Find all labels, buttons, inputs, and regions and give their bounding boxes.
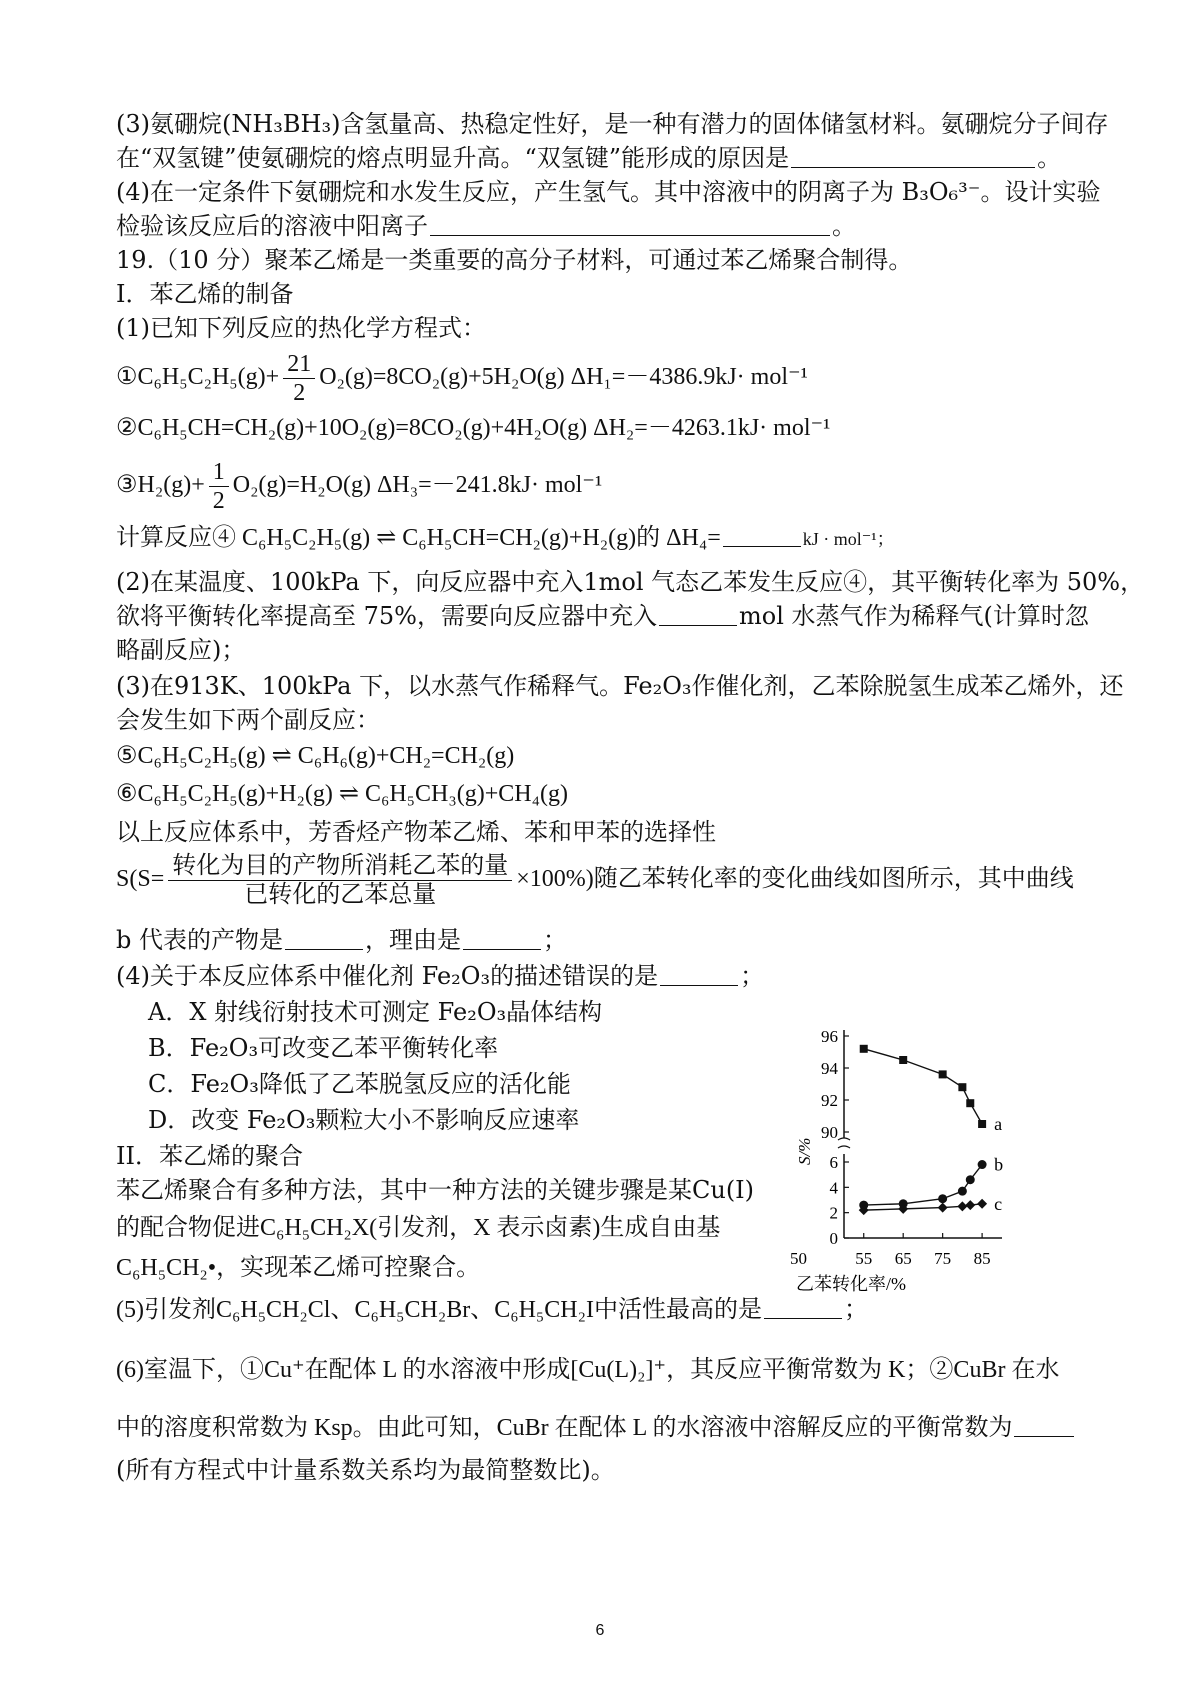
data-point-a xyxy=(978,1120,986,1128)
sel-left: S(S= xyxy=(116,866,165,893)
eq3-right: O₂(g)=H₂O(g) ΔH₃=－241.8kJ· mol⁻¹ xyxy=(232,472,603,499)
option-d: D．改变 Fe₂O₃颗粒大小不影响反应速率 xyxy=(148,1106,580,1134)
x-axis-title: 乙苯转化率/% xyxy=(796,1274,906,1294)
q19-2-line2 xyxy=(116,600,1089,632)
y-tick-label: 6 xyxy=(829,1153,838,1172)
q19-3-line1: (3)在913K、100kPa 下，以水蒸气作稀释气。Fe₂O₃作催化剂，乙苯除脱氢生成苯乙烯外，还 xyxy=(116,672,1124,700)
q19-6-line1: (6)室温下，①Cu⁺在配体 L 的水溶液中形成[Cu(L)₂]⁺，其反应平衡常数为 K；②CuBr 在水 xyxy=(116,1357,1060,1383)
q18-4-text: 检验该反应后的溶液中阳离子 xyxy=(116,212,428,240)
series-line-b xyxy=(864,1165,982,1206)
series-label-b: b xyxy=(994,1154,1004,1175)
option-b: B．Fe₂O₃可改变乙苯平衡转化率 xyxy=(148,1034,499,1062)
chart-series xyxy=(859,1045,987,1215)
data-point-c xyxy=(938,1203,948,1213)
q19-1-prompt: (1)已知下列反应的热化学方程式： xyxy=(116,314,486,342)
data-point-a xyxy=(860,1045,868,1053)
q19-5-text: (5)引发剂C₆H₅CH₂Cl、C₆H₅CH₂Br、C₆H₅CH₂I中活性最高的是 xyxy=(116,1297,762,1323)
y-tick-label: 92 xyxy=(821,1091,838,1110)
q19-5-end: ； xyxy=(844,1297,868,1323)
equation-3 xyxy=(116,458,602,515)
selectivity-formula xyxy=(116,852,1074,909)
curve-b-text: b 代表的产物是 xyxy=(116,926,283,954)
equation-2: ②C₆H₅CH=CH₂(g)+10O₂(g)=8CO₂(g)+4H₂O(g) ΔH₂=－4263.1kJ· mol⁻¹ xyxy=(116,415,831,441)
q19-3-answer-line xyxy=(116,924,567,956)
q18-3-end: 。 xyxy=(1037,144,1062,172)
chart-labels xyxy=(790,1028,1003,1294)
eq3-denominator: 2 xyxy=(212,488,225,514)
selectivity-intro: 以上反应体系中，芳香烃产物苯乙烯、苯和甲苯的选择性 xyxy=(116,818,716,846)
q18-4-end: 。 xyxy=(832,212,856,240)
q18-3-text: 在“双氢键”使氨硼烷的熔点明显升高。“双氢键”能形成的原因是 xyxy=(116,144,790,172)
y-tick-label: 4 xyxy=(829,1178,838,1198)
polymer-line2: 的配合物促进C₆H₅CH₂X(引发剂，X 表示卤素)生成自由基 xyxy=(116,1215,721,1241)
sel-numerator: 转化为目的产物所消耗乙苯的量 xyxy=(168,852,512,881)
data-point-a xyxy=(958,1083,966,1091)
equation-6: ⑥C₆H₅C₂H₅(g)+H₂(g) ⇌ C₆H₅CH₃(g)+CH₄(g) xyxy=(116,781,568,807)
q19-6-answer-blank[interactable] xyxy=(1014,1412,1074,1437)
q19-6-line3: (所有方程式中计量系数关系均为最简整数比)。 xyxy=(116,1456,615,1484)
polymer-line1: 苯乙烯聚合有多种方法，其中一种方法的关键步骤是某Cu(I) xyxy=(116,1176,755,1204)
x-tick-label: 55 xyxy=(855,1249,873,1268)
part1-heading: I．苯乙烯的制备 xyxy=(116,280,294,308)
data-point-c xyxy=(957,1201,967,1211)
eq3-fraction xyxy=(209,458,229,515)
reason-text: ，理由是 xyxy=(365,926,461,954)
x-tick-label: 65 xyxy=(894,1249,912,1268)
data-point-a xyxy=(966,1099,974,1107)
data-point-c xyxy=(977,1199,987,1209)
series-label-a: a xyxy=(994,1114,1003,1134)
q18-3-line2 xyxy=(116,142,1061,174)
x-tick-label: 50 xyxy=(790,1249,807,1268)
q19-5-prompt xyxy=(116,1294,868,1326)
calc-text: 计算反应④ C₆H₅C₂H₅(g) ⇌ C₆H₅CH=CH₂(g)+H₂(g)的 ΔH₄= xyxy=(116,525,721,551)
q19-2-line1: (2)在某温度、100kPa 下，向反应器中充入1mol 气态乙苯发生反应④，其平衡转化率为 50%， xyxy=(116,568,1145,596)
data-point-c xyxy=(965,1200,975,1210)
q18-3-line1: (3)氨硼烷(NH₃BH₃)含氢量高、热稳定性好，是一种有潜力的固体储氢材料。氨硼烷分子间存 xyxy=(116,110,1109,138)
y-tick-label: 2 xyxy=(829,1203,838,1223)
q19-4-prompt xyxy=(116,960,764,992)
delta-h4-blank[interactable] xyxy=(723,522,801,547)
page-number: 6 xyxy=(595,1622,605,1639)
q19-2-text-a: 欲将平衡转化率提高至 75%，需要向反应器中充入 xyxy=(116,602,657,630)
y-tick-label: 0 xyxy=(829,1229,838,1248)
q19-4-end: ； xyxy=(740,962,765,990)
axis-break-mark xyxy=(838,1138,850,1148)
q19-title: 19.（10 分）聚苯乙烯是一类重要的高分子材料，可通过苯乙烯聚合制得。 xyxy=(116,246,913,274)
y-axis-title: S/% xyxy=(795,1137,814,1165)
selectivity-chart xyxy=(790,1028,1100,1328)
polymer-line3: C₆H₅CH₂•，实现苯乙烯可控聚合。 xyxy=(116,1255,481,1281)
eq1-denominator: 2 xyxy=(293,380,306,406)
y-tick-label: 90 xyxy=(821,1123,838,1142)
q19-3-line2: 会发生如下两个副反应： xyxy=(116,706,380,734)
eq1-right: O₂(g)=8CO₂(g)+5H₂O(g) ΔH₁=－4386.9kJ· mol⁻¹ xyxy=(319,364,808,391)
x-tick-label: 85 xyxy=(973,1249,991,1268)
q19-6-text: 中的溶度积常数为 Ksp。由此可知，CuBr 在配体 L 的水溶液中溶解反应的平衡常数为 xyxy=(116,1415,1013,1441)
sel-denominator: 已转化的乙苯总量 xyxy=(244,882,437,908)
data-point-a xyxy=(899,1056,907,1064)
equation-1 xyxy=(116,350,808,407)
q19-6-line2 xyxy=(116,1412,1076,1444)
q18-4-line1: (4)在一定条件下氨硼烷和水发生反应，产生氢气。其中溶液中的阴离子为 B₃O₆³⁻。设计实验 xyxy=(116,178,1101,206)
y-tick-label: 94 xyxy=(821,1059,838,1078)
sel-right: ×100%)随乙苯转化率的变化曲线如图所示，其中曲线 xyxy=(516,866,1074,893)
water-vapor-blank[interactable] xyxy=(659,601,737,626)
eq1-fraction xyxy=(283,350,315,407)
q18-4-line2 xyxy=(116,210,856,242)
data-point-b xyxy=(978,1160,987,1169)
eq1-numerator: 21 xyxy=(283,350,315,379)
reason-blank[interactable] xyxy=(463,925,541,950)
reason-end: ； xyxy=(543,926,567,954)
calc-unit: kJ · mol⁻¹； xyxy=(802,529,895,549)
q19-4-text: (4)关于本反应体系中催化剂 Fe₂O₃的描述错误的是 xyxy=(116,962,659,990)
curve-b-product-blank[interactable] xyxy=(285,925,363,950)
x-tick-label: 75 xyxy=(934,1249,952,1268)
q19-2-text-b: mol 水蒸气作为稀释气(计算时忽 xyxy=(738,602,1089,630)
part2-heading: II．苯乙烯的聚合 xyxy=(116,1142,303,1170)
q19-4-answer-blank[interactable] xyxy=(660,961,738,986)
data-point-b xyxy=(958,1187,967,1196)
option-c: C．Fe₂O₃降低了乙苯脱氢反应的活化能 xyxy=(148,1070,571,1098)
eq3-left: ③H₂(g)+ xyxy=(116,472,205,499)
q18-3-answer-blank[interactable] xyxy=(791,143,1035,168)
eq3-numerator: 1 xyxy=(209,458,229,487)
eq1-left: ①C₆H₅C₂H₅(g)+ xyxy=(116,364,280,391)
q19-1-calc xyxy=(116,522,895,555)
q18-4-answer-blank[interactable] xyxy=(430,211,830,236)
option-a: A．X 射线衍射技术可测定 Fe₂O₃晶体结构 xyxy=(148,998,603,1026)
sel-fraction xyxy=(168,852,512,909)
equation-5: ⑤C₆H₅C₂H₅(g) ⇌ C₆H₆(g)+CH₂=CH₂(g) xyxy=(116,743,515,769)
series-label-c: c xyxy=(994,1193,1003,1214)
q19-2-line3: 略副反应)； xyxy=(116,636,246,664)
data-point-a xyxy=(939,1070,947,1078)
data-point-b xyxy=(966,1175,975,1184)
data-point-b xyxy=(938,1194,947,1203)
y-tick-label: 96 xyxy=(821,1028,838,1046)
